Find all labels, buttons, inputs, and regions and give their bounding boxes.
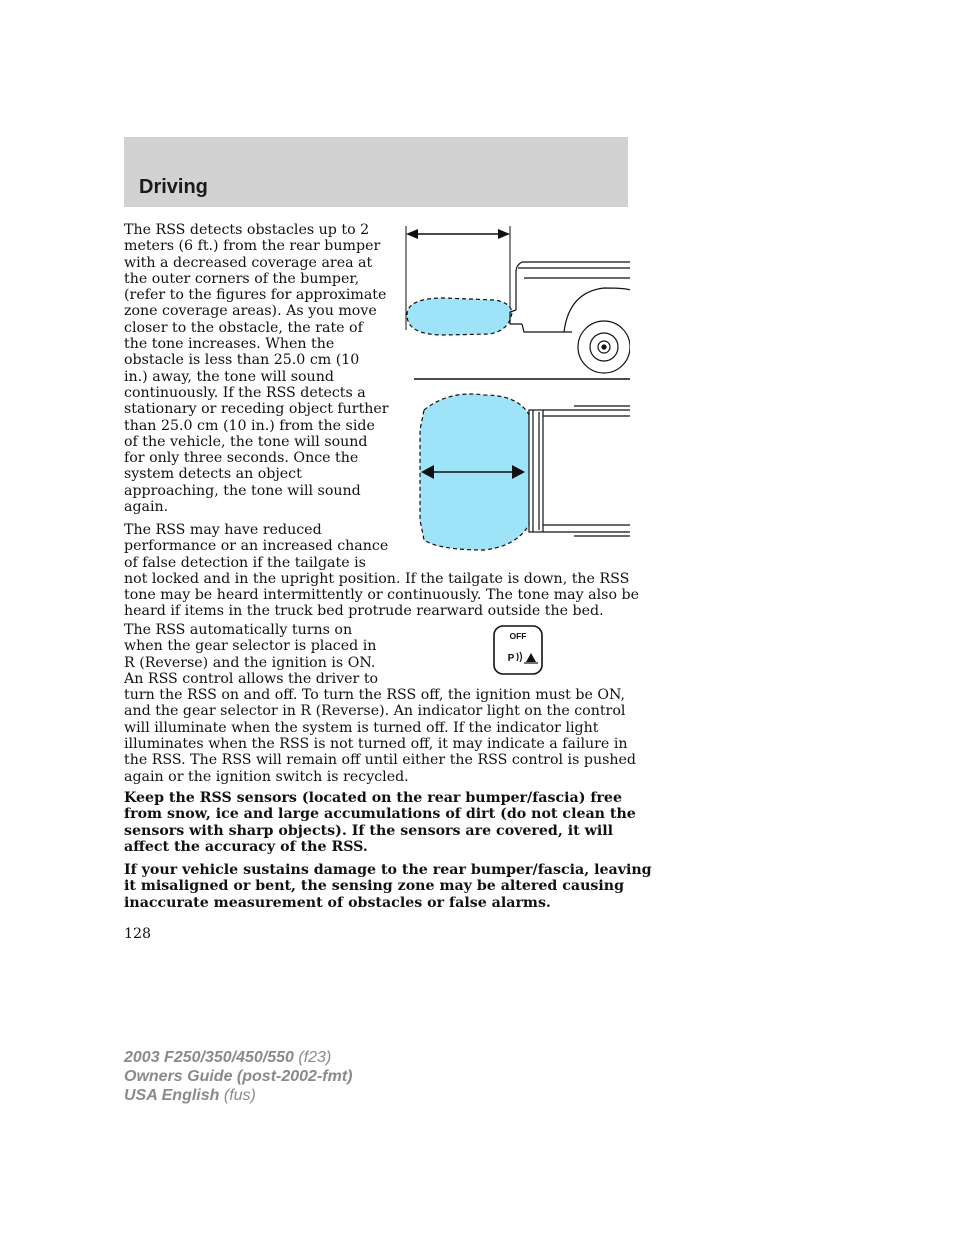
- text-line: continuously. If the RSS detects a: [124, 384, 366, 401]
- text-line: obstacle is less than 25.0 cm (10: [124, 352, 360, 369]
- text-line: the RSS. The RSS will remain off until either the RSS control is pushed: [124, 752, 636, 769]
- warning-bumper-damage: [124, 862, 652, 911]
- text-line: the tone increases. When the: [124, 336, 335, 353]
- text-line: Keep the RSS sensors (located on the rear bumper/fascia) free: [124, 790, 622, 806]
- footer-language-code: (fus): [219, 1087, 256, 1104]
- section-title: Driving: [139, 176, 208, 198]
- text-line: in.) away, the tone will sound: [124, 368, 334, 385]
- rss-button-off-label: OFF: [509, 631, 527, 641]
- text-line: again or the ignition switch is recycled.: [124, 768, 409, 785]
- text-line: when the gear selector is placed in: [124, 638, 377, 655]
- text-line: An RSS control allows the driver to: [124, 670, 379, 687]
- text-line: will illuminate when the system is turned off. If the indicator light: [124, 719, 599, 736]
- text-line: sensors with sharp objects). If the sensors are covered, it will: [124, 822, 613, 839]
- text-line: The RSS may have reduced: [124, 522, 322, 538]
- text-line: performance or an increased chance: [124, 538, 389, 555]
- rss-button-park-label: P: [507, 653, 515, 664]
- rss-coverage-diagram: [404, 220, 630, 558]
- paragraph-rss-control: [124, 622, 636, 785]
- text-line: not locked and in the upright position. If the tailgate is down, the RSS: [124, 570, 630, 587]
- top-view-illustration: [420, 394, 630, 550]
- text-line: zone coverage areas). As you move: [124, 303, 377, 320]
- text-line: approaching, the tone will sound: [124, 482, 361, 499]
- rss-off-button[interactable]: [493, 625, 543, 675]
- text-line: system detects an object: [124, 466, 302, 483]
- text-line: turn the RSS on and off. To turn the RSS off, the ignition must be ON,: [124, 687, 626, 704]
- footer-model-code: (f23): [293, 1049, 332, 1066]
- text-line: heard if items in the truck bed protrude rearward outside the bed.: [124, 603, 604, 620]
- text-line: (refer to the figures for approximate: [124, 287, 387, 304]
- warning-keep-sensors-clean: [124, 790, 636, 855]
- text-line: it misaligned or bent, the sensing zone may be altered causing: [124, 878, 625, 895]
- text-line: closer to the obstacle, the rate of: [124, 319, 363, 336]
- text-line: with a decreased coverage area at: [124, 254, 373, 271]
- text-line: R (Reverse) and the ignition is ON.: [124, 654, 376, 671]
- text-line: stationary or receding object further: [124, 401, 389, 418]
- text-line: again.: [124, 499, 169, 516]
- text-line: of false detection if the tailgate is: [124, 554, 366, 571]
- text-line: inaccurate measurement of obstacles or false alarms.: [124, 894, 551, 911]
- text-line: from snow, ice and large accumulations of dirt (do not clean the: [124, 806, 636, 823]
- text-line: and the gear selector in R (Reverse). An indicator light on the control: [124, 703, 626, 720]
- text-line: the outer corners of the bumper,: [124, 270, 360, 287]
- text-line: than 25.0 cm (10 in.) from the side: [124, 417, 375, 434]
- text-line: The RSS automatically turns on: [124, 622, 353, 638]
- text-line: The RSS detects obstacles up to 2: [124, 222, 370, 238]
- text-line: meters (6 ft.) from the rear bumper: [124, 238, 381, 255]
- text-line: of the vehicle, the tone will sound: [124, 433, 368, 450]
- footer-guide: Owners Guide (post-2002-fmt): [124, 1068, 353, 1085]
- page-number: 128: [124, 926, 152, 942]
- paragraph-detection-range: [124, 222, 389, 515]
- text-line: illuminates when the RSS is not turned off, it may indicate a failure in: [124, 736, 628, 753]
- footer-model: 2003 F250/350/450/550: [124, 1049, 294, 1066]
- side-view-illustration: [406, 226, 630, 379]
- text-line: tone may be heard intermittently or continuously. The tone may also be: [124, 587, 639, 604]
- text-line: affect the accuracy of the RSS.: [124, 838, 368, 855]
- text-line: If your vehicle sustains damage to the rear bumper/fascia, leaving: [124, 862, 652, 878]
- text-line: for only three seconds. Once the: [124, 450, 359, 467]
- footer-language: USA English: [124, 1087, 220, 1104]
- document-footer: [124, 1048, 352, 1105]
